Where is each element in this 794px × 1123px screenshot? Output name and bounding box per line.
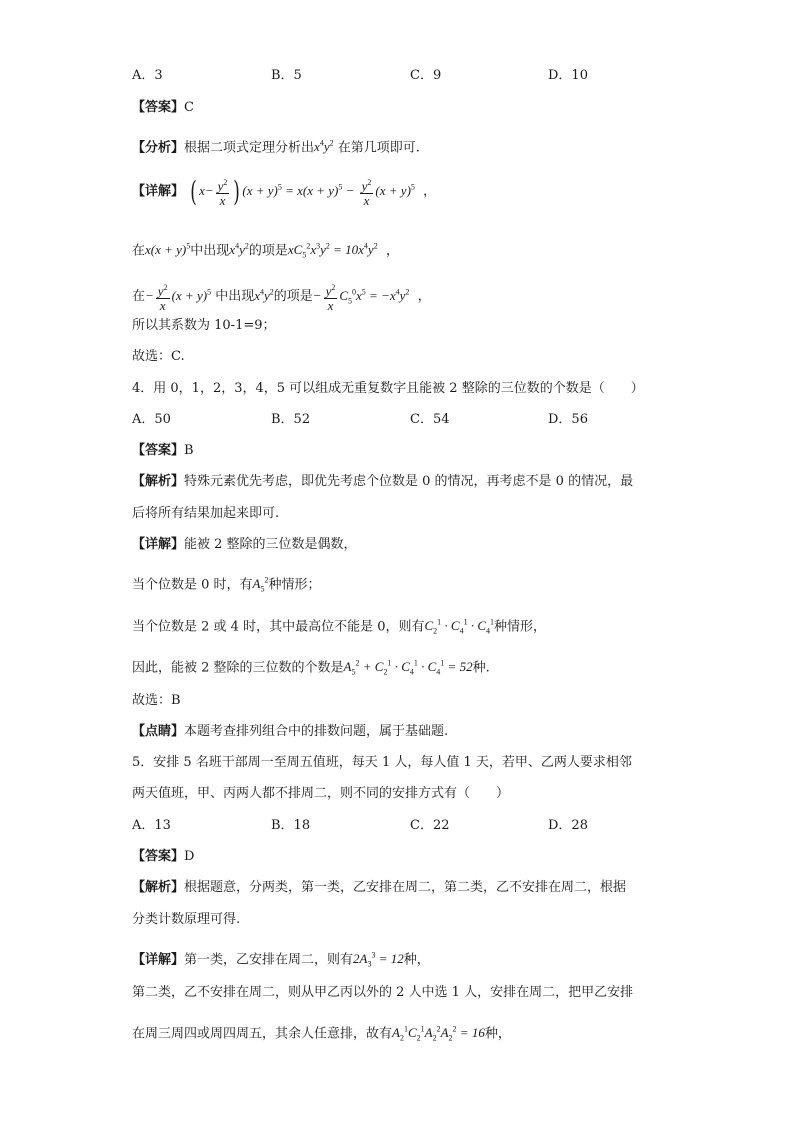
q5-detail-3: 在周三周四或周四周五，其余人任意排，故有$A_2^1C_2^1A_2^2A_2^2 = 16$种，: [132, 1025, 511, 1043]
q4-choose: 故选：B: [132, 693, 181, 708]
q3-detail-1: 【详解】 ( x− $\frac{y^2}{x}$ ) $(x + y)^5 = x(x + y)^5$ − $\frac{y^2}{x}$ $(x + y)^5$ ，: [132, 175, 437, 209]
q5-option-d: D．28: [548, 818, 588, 833]
q5-stem-2: 两天值班，甲、丙两人都不排周二，则不同的安排方式有（ ）: [132, 786, 510, 801]
q5-detail-1: 【详解】第一类，乙安排在周二，则有$2A_3^3 = 12$种，: [132, 951, 430, 969]
q3-option-a: A．3: [132, 68, 163, 83]
q4-answer: 【答案】B: [132, 443, 194, 458]
q4-option-d: D．56: [548, 412, 588, 427]
q5-answer: 【答案】D: [132, 849, 195, 864]
q4-option-c: C．54: [410, 412, 450, 427]
q4-option-a: A．50: [132, 412, 171, 427]
q3-coefficient: 所以其系数为 10-1=9；: [132, 318, 276, 333]
q3-detail-2: 在$x(x + y)^5$中出现$x^4y^2$的项是$xC_5^2x^3y^2 = 10x^4y^2$ ，: [132, 242, 399, 260]
q3-answer: 【答案】C: [132, 100, 194, 115]
q4-dianjing: 【点睛】本题考查排列组合中的排数问题，属于基础题.: [132, 724, 449, 739]
q3-detail-3: 在− $\frac{y^2}{x}$ $(x + y)^5$ 中出现$x^4y^2$的项是− $\frac{y^2}{x}$ $C_5^0x^5 = -x^4y^2$ ，: [132, 283, 431, 314]
q4-detail-2: 当个位数是 0 时，有$A_5^2$种情形；: [132, 576, 321, 594]
q5-detail-2: 第二类，乙不安排在周二，则从甲乙丙以外的 2 人中选 1 人，安排在周二，把甲乙安排: [132, 985, 634, 1000]
q3-option-c: C．9: [410, 68, 442, 83]
q5-jiexi-2: 分类计数原理可得.: [132, 912, 241, 927]
q4-detail-4: 因此，能被 2 整除的三位数的个数是$A_5^2 + C_2^1 \cdot C_4^1 \cdot C_4^1 = 52$种.: [132, 659, 490, 677]
q4-detail-3: 当个位数是 2 或 4 时，其中最高位不能是 0，则有$C_2^1 \cdot C_4^1 \cdot C_4^1$种情形，: [132, 618, 547, 636]
q4-detail-1: 【详解】能被 2 整除的三位数是偶数，: [132, 537, 357, 552]
q4-jiexi-2: 后将所有结果加起来即可.: [132, 506, 280, 521]
q5-option-a: A．13: [132, 818, 171, 833]
q3-choose: 故选：C.: [132, 349, 185, 364]
q3-option-d: D．10: [548, 68, 588, 83]
q5-stem-1: 5．安排 5 名班干部周一至周五值班，每天 1 人，每人值 1 天，若甲、乙两人要求相邻: [132, 755, 632, 770]
q5-option-c: C．22: [410, 818, 450, 833]
q3-option-b: B．5: [271, 68, 302, 83]
q4-option-b: B．52: [271, 412, 311, 427]
q5-jiexi-1: 【解析】根据题意，分两类，第一类，乙安排在周二，第二类，乙不安排在周二，根据: [132, 880, 627, 895]
q5-option-b: B．18: [271, 818, 311, 833]
q4-jiexi-1: 【解析】特殊元素优先考虑，即优先考虑个位数是 0 的情况，再考虑不是 0 的情况，最: [132, 474, 634, 489]
q4-stem: 4．用 0，1，2，3，4，5 可以组成无重复数字且能被 2 整除的三位数的个数是（ ）: [132, 381, 644, 396]
q3-analysis: 【分析】根据二项式定理分析出$x^4y^2$ 在第几项即可.: [132, 139, 420, 156]
